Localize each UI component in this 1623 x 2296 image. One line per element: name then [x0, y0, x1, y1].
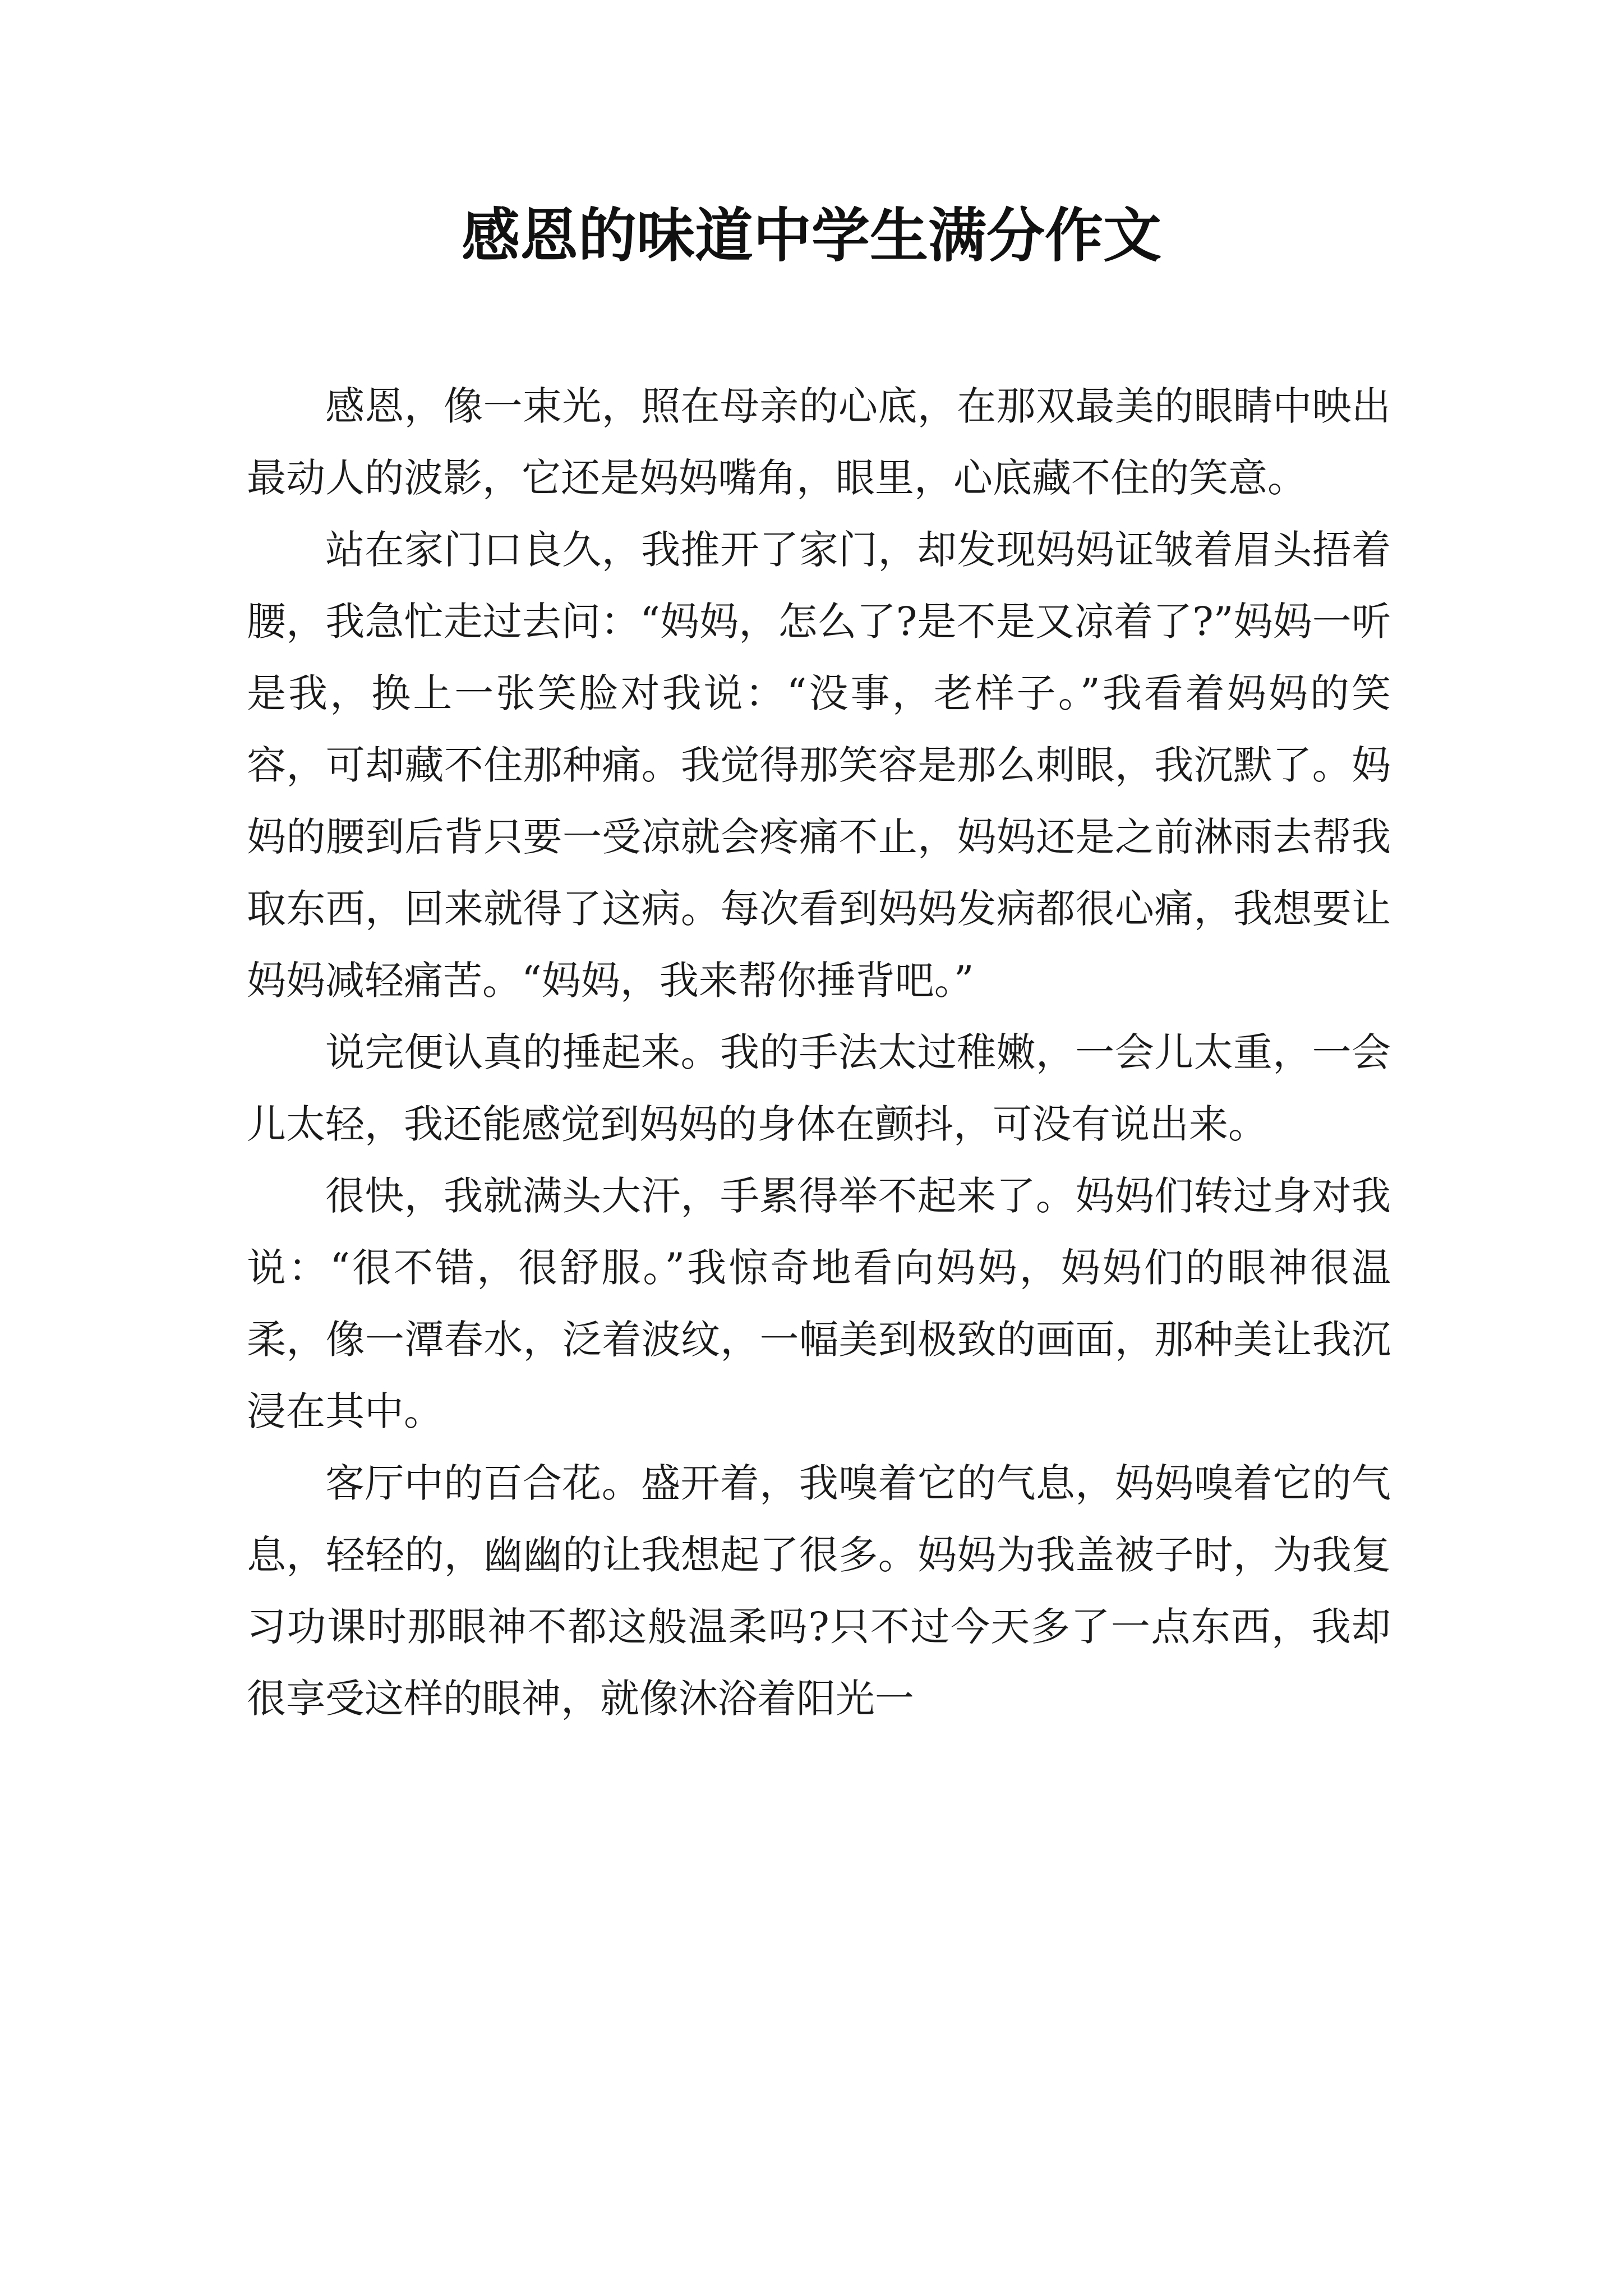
- paragraph-1: 感恩，像一束光，照在母亲的心底，在那双最美的眼睛中映出最动人的波影，它还是妈妈嘴角，眼里，心底藏不住的笑意。: [247, 383, 1391, 501]
- document-title: 感恩的味道中学生满分作文: [461, 201, 1161, 270]
- document-body: [247, 370, 1391, 1734]
- paragraph-4: 很快，我就满头大汗，手累得举不起来了。妈妈们转过身对我说：“很不错，很舒服。”我惊奇地看向妈妈，妈妈们的眼神很温柔，像一潭春水，泛着波纹，一幅美到极致的画面，那种美让我沉浸在其中。: [247, 1173, 1391, 1434]
- paragraph-5: 客厅中的百合花。盛开着，我嗅着它的气息，妈妈嗅着它的气息，轻轻的，幽幽的让我想起了很多。妈妈为我盖被子时，为我复习功课时那眼神不都这般温柔吗?只不过今天多了一点东西，我却很享受这样的眼神，就像沐浴着阳光一: [247, 1460, 1391, 1722]
- paragraph-2: 站在家门口良久，我推开了家门，却发现妈妈证皱着眉头捂着腰，我急忙走过去问：“妈妈，怎么了?是不是又凉着了?”妈妈一听是我，换上一张笑脸对我说：“没事，老样子。”我看着妈妈的笑容，可却藏不住那种痛。我觉得那笑容是那么刺眼，我沉默了。妈妈的腰到后背只要一受凉就会疼痛不止，妈妈还是之前淋雨去帮我取东西，回来就得了这病。每次看到妈妈发病都很心痛，我想要让妈妈减轻痛苦。“妈妈，我来帮你捶背吧。”: [247, 527, 1391, 1004]
- paragraph-3: 说完便认真的捶起来。我的手法太过稚嫩，一会儿太重，一会儿太轻，我还能感觉到妈妈的身体在颤抖，可没有说出来。: [247, 1029, 1391, 1147]
